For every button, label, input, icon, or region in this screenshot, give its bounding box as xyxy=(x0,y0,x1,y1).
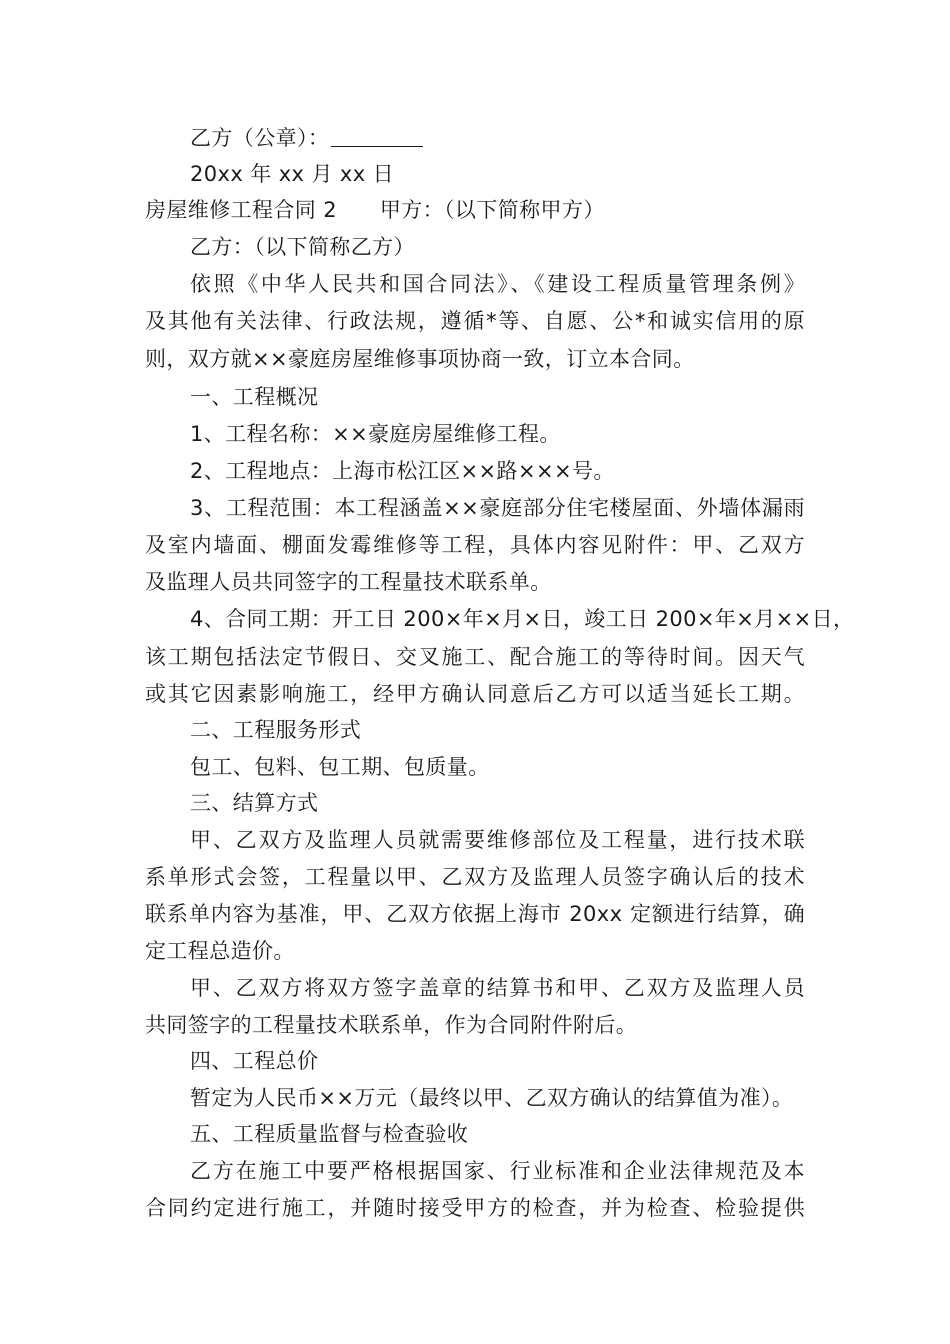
party-b-line: 乙方：（以下简称乙方） xyxy=(190,235,415,259)
paragraph-line: 乙方在施工中要严格根据国家、行业标准和企业法律规范及本 xyxy=(190,1159,805,1183)
paragraph-line: 及监理人员共同签字的工程量技术联系单。 xyxy=(145,570,552,594)
party-b-seal-label: 乙方（公章）： xyxy=(190,126,330,150)
paragraph-line: 联系单内容为基准，甲、乙双方依据上海市 20xx 定额进行结算，确 xyxy=(145,902,805,926)
paragraph-line: 合同约定进行施工，并随时接受甲方的检查，并为检查、检验提供 xyxy=(145,1196,805,1220)
paragraph-line: 2、工程地点：上海市松江区××路×××号。 xyxy=(190,459,615,483)
paragraph-line: 定工程总造价。 xyxy=(145,939,295,963)
paragraph-line: 暂定为人民币××万元（最终以甲、乙双方确认的结算值为准）。 xyxy=(190,1086,794,1110)
section-heading: 一、工程概况 xyxy=(190,385,319,409)
paragraph-line: 3、工程范围：本工程涵盖××豪庭部分住宅楼屋面、外墙体漏雨 xyxy=(190,496,805,520)
paragraph-line: 依照《中华人民共和国合同法》、《建设工程质量管理条例》 xyxy=(190,272,805,296)
paragraph-line: 及室内墙面、棚面发霉维修等工程，具体内容见附件：甲、乙双方 xyxy=(145,533,805,557)
paragraph-line: 及其他有关法律、行政法规，遵循*等、自愿、公*和诚实信用的原 xyxy=(145,309,805,333)
paragraph-line: 甲、乙双方将双方签字盖章的结算书和甲、乙双方及监理人员 xyxy=(190,976,805,1000)
signature-line-party-b xyxy=(190,120,805,156)
section-heading: 三、结算方式 xyxy=(190,791,319,815)
paragraph-line: 则，双方就××豪庭房屋维修事项协商一致，订立本合同。 xyxy=(145,347,695,371)
section-heading: 二、工程服务形式 xyxy=(190,718,362,742)
paragraph-line: 共同签字的工程量技术联系单，作为合同附件附后。 xyxy=(145,1013,638,1037)
section-heading: 四、工程总价 xyxy=(190,1049,319,1073)
paragraph-line: 系单形式会签，工程量以甲、乙双方及监理人员签字确认后的技术 xyxy=(145,865,805,889)
paragraph-line: 1、工程名称：××豪庭房屋维修工程。 xyxy=(190,422,561,446)
signature-blank xyxy=(331,126,423,147)
paragraph-line: 或其它因素影响施工，经甲方确认同意后乙方可以适当延长工期。 xyxy=(145,682,805,706)
contract-title-line: 房屋维修工程合同 2 甲方：（以下简称甲方） xyxy=(145,198,605,222)
paragraph-line: 4、合同工期：开工日 200×年×月×日，竣工日 200×年×月××日， xyxy=(190,607,855,631)
paragraph-line: 包工、包料、包工期、包质量。 xyxy=(190,755,490,779)
paragraph-line: 该工期包括法定节假日、交叉施工、配合施工的等待时间。因天气 xyxy=(145,645,805,669)
paragraph-line: 甲、乙双方及监理人员就需要维修部位及工程量，进行技术联 xyxy=(190,828,805,852)
section-heading: 五、工程质量监督与检查验收 xyxy=(190,1122,469,1146)
date-line: 20xx 年 xx 月 xx 日 xyxy=(190,162,395,186)
